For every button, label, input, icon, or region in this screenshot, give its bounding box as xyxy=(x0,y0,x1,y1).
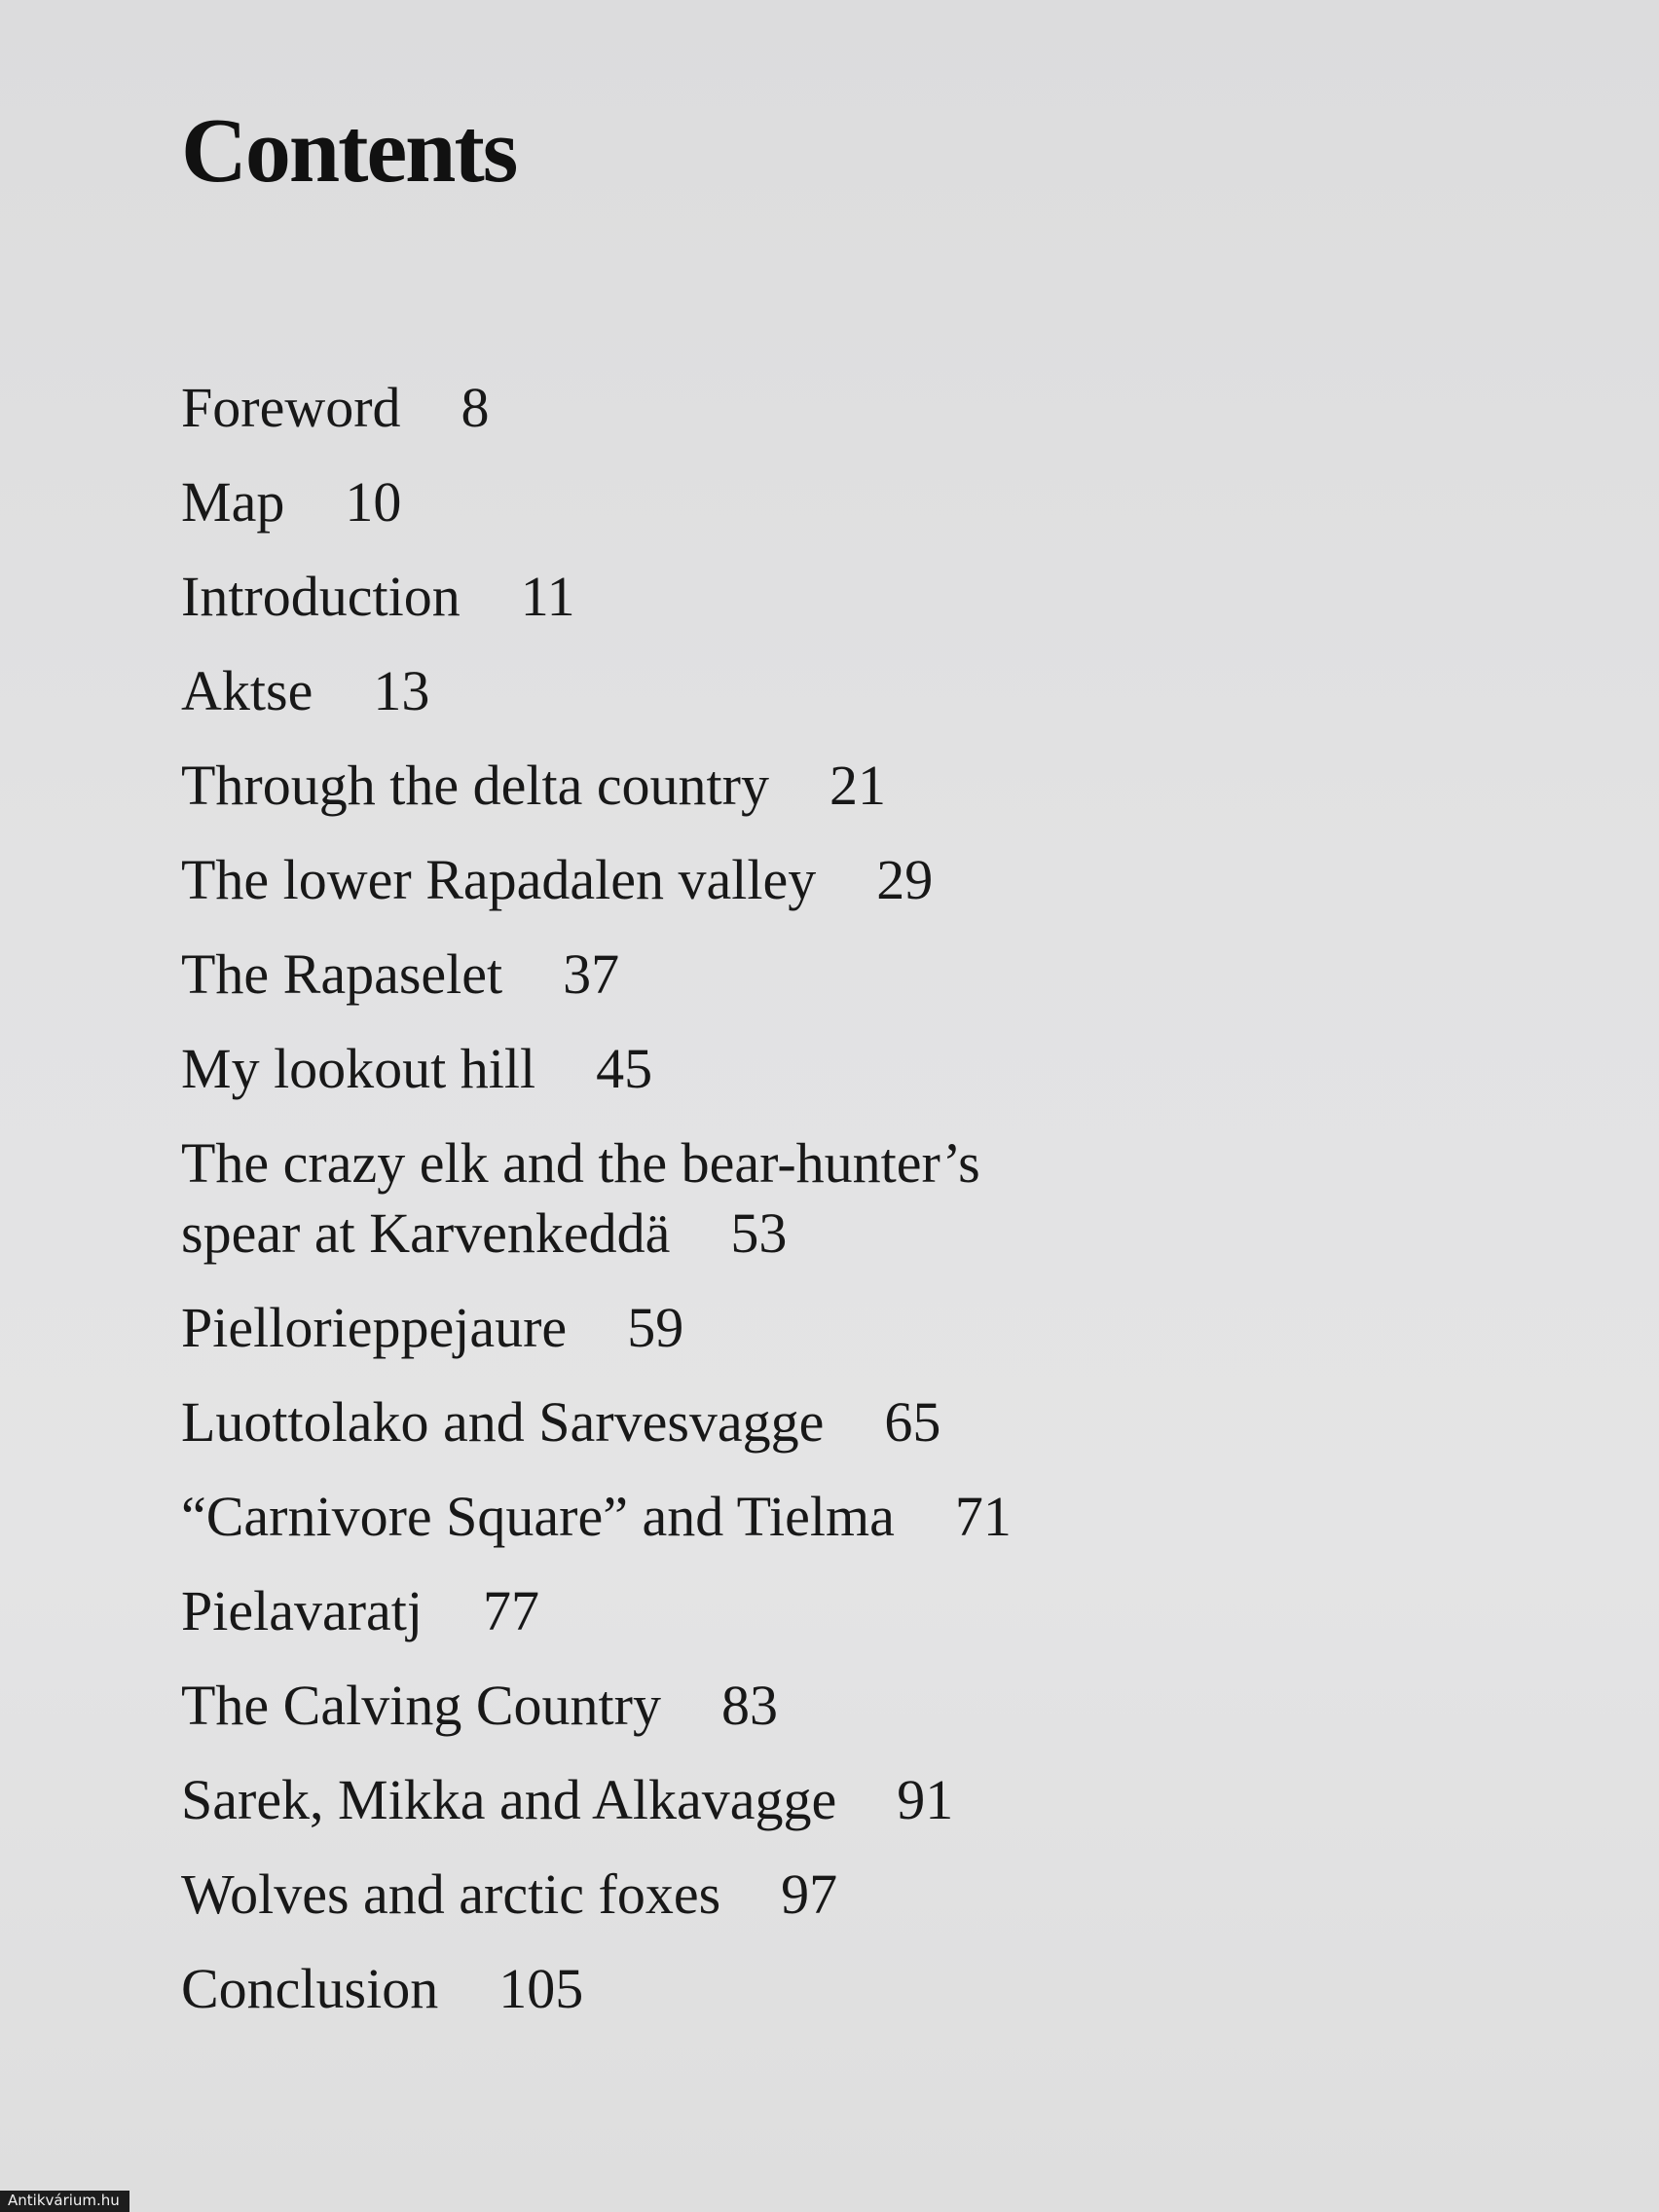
toc-entry-page: 10 xyxy=(345,470,402,534)
toc-entry-page: 97 xyxy=(781,1862,838,1926)
toc-entry-lookout-hill xyxy=(181,1037,653,1100)
toc-entry-piellorieppejaure xyxy=(181,1296,684,1359)
toc-entry-title: Map xyxy=(181,470,285,534)
toc-entry-title: Foreword xyxy=(181,376,401,439)
toc-entry-pielavaratj xyxy=(181,1579,540,1642)
toc-entry-page: 37 xyxy=(563,942,620,1006)
toc-entry-title: The Rapaselet xyxy=(181,942,503,1006)
toc-entry-page: 77 xyxy=(483,1579,540,1642)
toc-entry-page: 91 xyxy=(897,1768,954,1831)
toc-entry-title: The Calving Country xyxy=(181,1674,661,1737)
toc-entry-carnivore-square xyxy=(181,1485,1012,1548)
toc-entry-title: Sarek, Mikka and Alkavagge xyxy=(181,1768,837,1831)
toc-entry-page: 53 xyxy=(730,1201,788,1265)
watermark-label: Antikvárium.hu xyxy=(0,2191,129,2212)
toc-entry-page: 83 xyxy=(720,1674,778,1737)
toc-entry-title: Piellorieppejaure xyxy=(181,1296,568,1359)
toc-entry-title: My lookout hill xyxy=(181,1037,536,1100)
toc-entry-title: The lower Rapadalen valley xyxy=(181,848,817,911)
toc-entry-page: 45 xyxy=(596,1037,653,1100)
toc-entry-introduction xyxy=(181,565,575,628)
toc-entry-rapadalen-valley xyxy=(181,848,934,911)
toc-entry-page: 59 xyxy=(627,1296,684,1359)
toc-entry-title: Aktse xyxy=(181,659,313,722)
toc-entry-conclusion xyxy=(181,1957,584,2020)
toc-entry-wolves xyxy=(181,1862,838,1926)
toc-entry-title: Conclusion xyxy=(181,1957,439,2020)
toc-entry-title: Introduction xyxy=(181,565,461,628)
toc-entry-crazy-elk xyxy=(181,1131,980,1265)
toc-entry-page: 8 xyxy=(461,376,490,439)
toc-entry-page: 21 xyxy=(830,754,886,817)
toc-entry-line2 xyxy=(181,1201,788,1265)
toc-entry-aktse xyxy=(181,659,430,722)
toc-entry-title: Wolves and arctic foxes xyxy=(181,1862,721,1926)
toc-entry-page: 11 xyxy=(520,565,575,628)
toc-entry-sarek-mikka xyxy=(181,1768,954,1831)
toc-entry-map xyxy=(181,470,402,534)
toc-entry-title-line1: The crazy elk and the bear-hunter’s xyxy=(181,1131,980,1195)
toc-entry-delta-country xyxy=(181,754,886,817)
toc-entry-title: Luottolako and Sarvesvagge xyxy=(181,1390,825,1454)
page-title: Contents xyxy=(181,100,517,202)
toc-entry-rapaselet xyxy=(181,942,620,1006)
toc-entry-page: 29 xyxy=(876,848,934,911)
toc-entry-calving-country xyxy=(181,1674,778,1737)
toc-entry-title: Pielavaratj xyxy=(181,1579,424,1642)
toc-entry-luottolako xyxy=(181,1390,941,1454)
toc-entry-page: 105 xyxy=(498,1957,584,2020)
toc-entry-title: Through the delta country xyxy=(181,754,769,817)
toc-entry-title: “Carnivore Square” and Tielma xyxy=(181,1485,895,1548)
toc-entry-title-line2: spear at Karvenkeddä xyxy=(181,1201,671,1265)
toc-entry-page: 13 xyxy=(373,659,430,722)
toc-entry-foreword xyxy=(181,376,490,439)
toc-entry-page: 65 xyxy=(884,1390,941,1454)
toc-entry-page: 71 xyxy=(954,1485,1012,1548)
